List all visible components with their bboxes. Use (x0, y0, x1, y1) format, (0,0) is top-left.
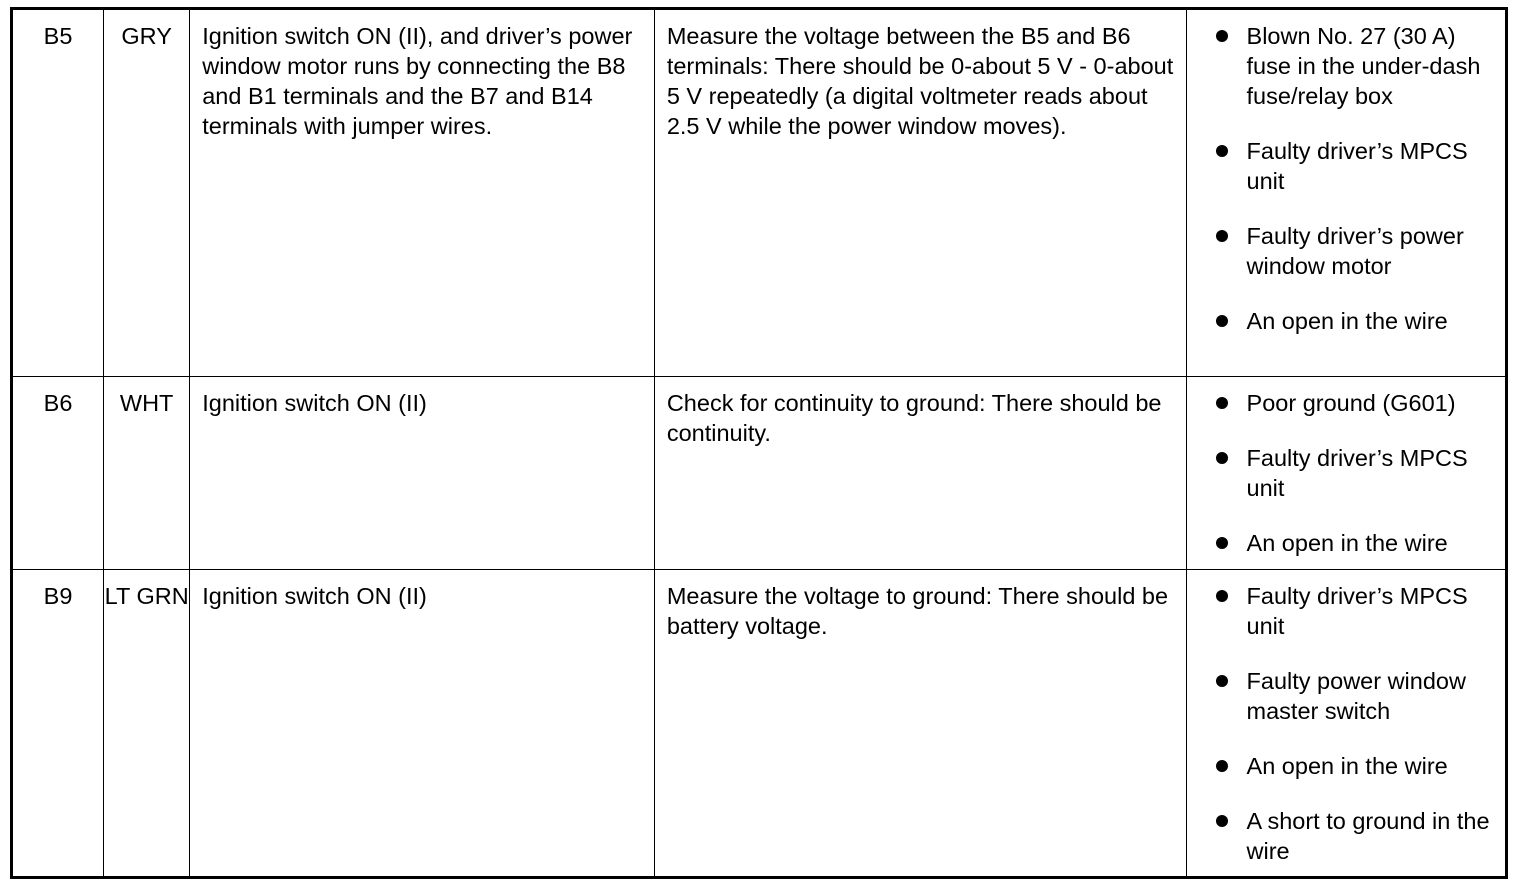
list-item (1187, 666, 1495, 726)
bullet-icon (1216, 397, 1228, 409)
table-row (12, 377, 1507, 570)
test-condition-text: Ignition switch ON (II) (202, 390, 427, 416)
terminal-label: B5 (43, 23, 73, 49)
possible-cause-text: Faulty driver’s MPCS unit (1246, 583, 1468, 639)
troubleshooting-table (10, 7, 1508, 879)
possible-cause-text: An open in the wire (1246, 530, 1448, 556)
wire-color-cell (104, 570, 190, 878)
test-desired-result-text: Measure the voltage between the B5 and B6 terminals: There should be 0-about 5 V - 0-about 5 V repeatedly (a digital voltmeter reads about 2.5 V while the power window moves). (666, 23, 1174, 139)
wire-color-label: LT GRN (104, 583, 189, 609)
bullet-icon (1216, 537, 1228, 549)
bullet-icon (1216, 230, 1228, 242)
bullet-icon (1216, 315, 1228, 327)
wire-color-cell (104, 9, 190, 377)
test-condition-cell (190, 377, 655, 570)
possible-cause-text: Faulty driver’s power window motor (1246, 223, 1464, 279)
terminal-label: B6 (43, 390, 73, 416)
list-item (1187, 751, 1495, 781)
test-condition-text: Ignition switch ON (II), and driver’s power window motor runs by connecting the B8 and B1 terminals and the B7 and B14 terminals with jumper wires. (202, 23, 633, 139)
bullet-icon (1216, 145, 1228, 157)
table-row (12, 9, 1507, 377)
test-desired-result-cell (654, 377, 1186, 570)
test-condition-cell (190, 9, 655, 377)
possible-cause-text: Faulty power window master switch (1246, 668, 1466, 724)
bullet-icon (1216, 675, 1228, 687)
list-item (1187, 306, 1495, 336)
test-desired-result-cell (654, 570, 1186, 878)
table-row (12, 570, 1507, 878)
list-item (1187, 136, 1495, 196)
bullet-icon (1216, 590, 1228, 602)
test-desired-result-cell (654, 9, 1186, 377)
possible-cause-text: A short to ground in the wire (1246, 808, 1490, 864)
possible-cause-cell (1186, 9, 1506, 377)
possible-cause-list (1187, 10, 1505, 336)
list-item (1187, 528, 1495, 558)
list-item (1187, 581, 1495, 641)
terminal-cell (12, 570, 104, 878)
possible-cause-text: Faulty driver’s MPCS unit (1246, 138, 1468, 194)
possible-cause-list (1187, 570, 1505, 866)
possible-cause-list (1187, 377, 1505, 558)
wire-color-cell (104, 377, 190, 570)
list-item (1187, 221, 1495, 281)
list-item (1187, 388, 1495, 418)
bullet-icon (1216, 452, 1228, 464)
possible-cause-text: Poor ground (G601) (1246, 390, 1456, 416)
bullet-icon (1216, 815, 1228, 827)
test-condition-text: Ignition switch ON (II) (202, 583, 427, 609)
bullet-icon (1216, 760, 1228, 772)
list-item (1187, 21, 1495, 111)
test-desired-result-text: Measure the voltage to ground: There should be battery voltage. (666, 583, 1169, 639)
possible-cause-text: An open in the wire (1246, 753, 1448, 779)
possible-cause-text: Blown No. 27 (30 A) fuse in the under-dash fuse/relay box (1246, 23, 1481, 109)
test-desired-result-text: Check for continuity to ground: There should be continuity. (666, 390, 1162, 446)
terminal-cell (12, 377, 104, 570)
list-item (1187, 806, 1495, 866)
wire-color-label: GRY (121, 23, 172, 49)
terminal-label: B9 (43, 583, 73, 609)
wire-color-label: WHT (119, 390, 174, 416)
possible-cause-text: Faulty driver’s MPCS unit (1246, 445, 1468, 501)
bullet-icon (1216, 30, 1228, 42)
possible-cause-cell (1186, 570, 1506, 878)
list-item (1187, 443, 1495, 503)
terminal-cell (12, 9, 104, 377)
possible-cause-text: An open in the wire (1246, 308, 1448, 334)
test-condition-cell (190, 570, 655, 878)
possible-cause-cell (1186, 377, 1506, 570)
